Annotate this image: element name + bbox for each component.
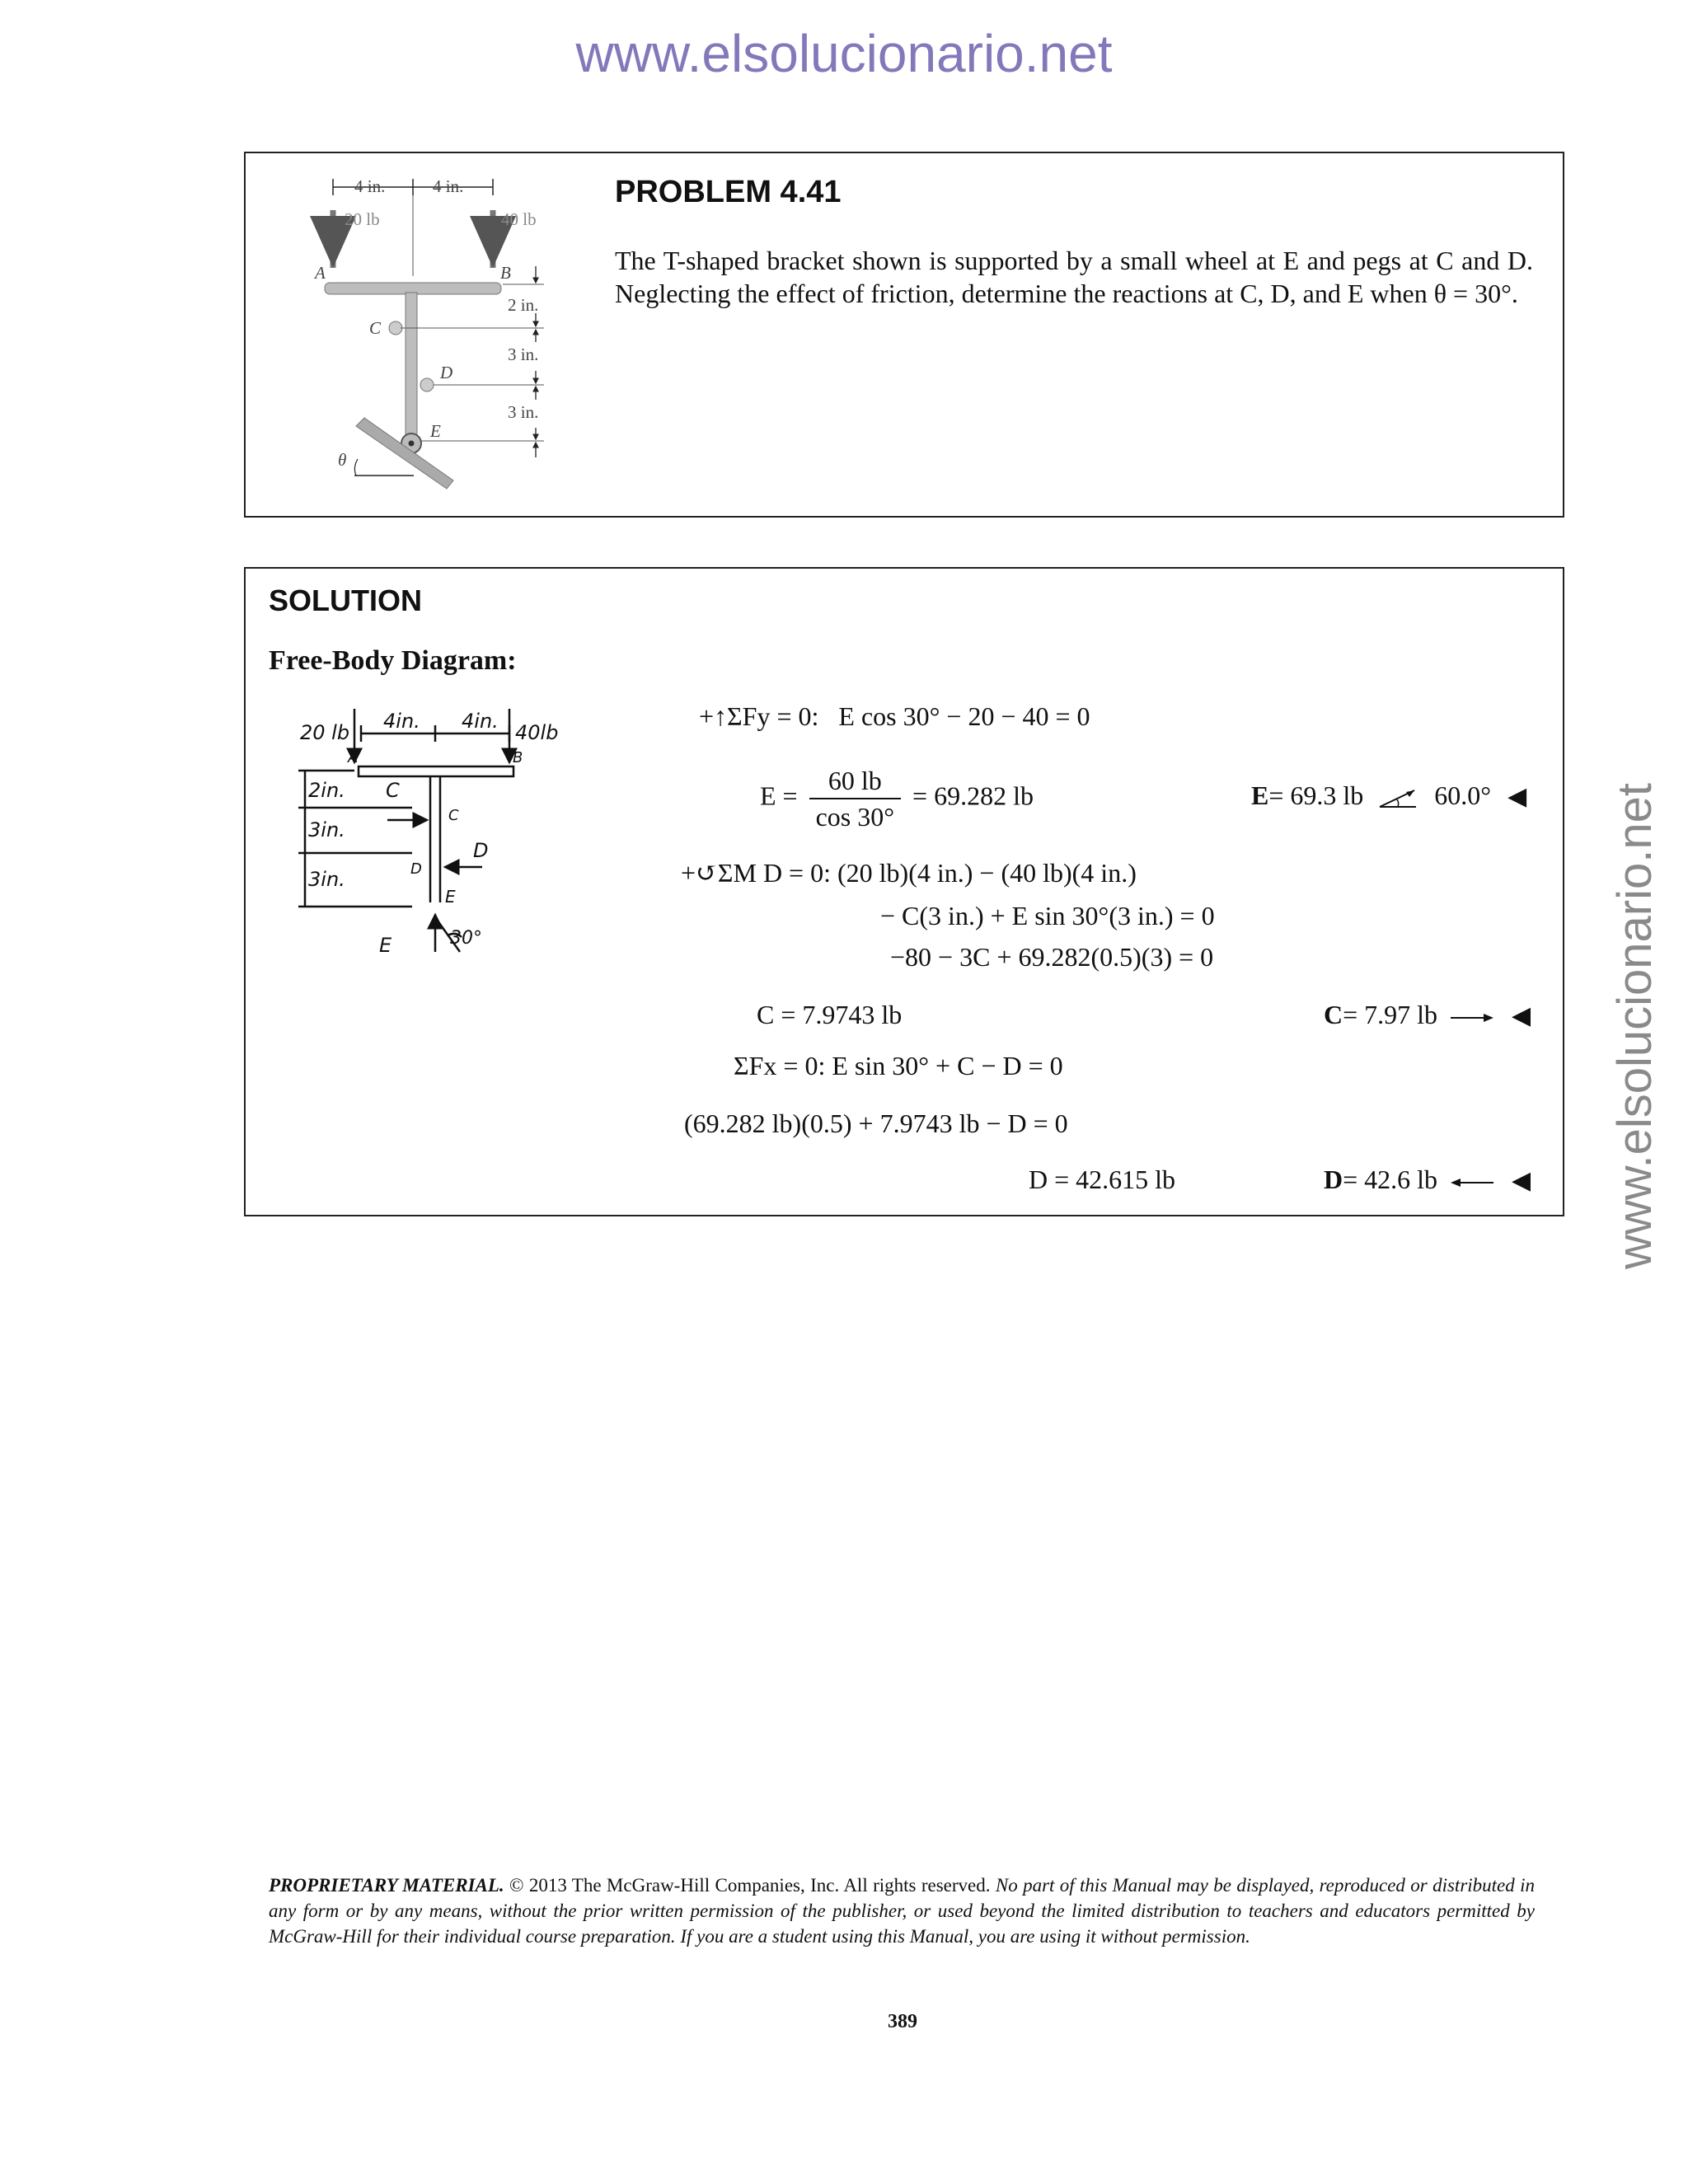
sketch-d: D <box>473 839 489 862</box>
fig-point-b: B <box>500 263 511 283</box>
fig-theta: θ <box>338 450 347 470</box>
eq-sum-fx: ΣFx = 0: E sin 30° + C − D = 0 <box>734 1051 1063 1080</box>
footer-lead: PROPRIETARY MATERIAL. <box>269 1875 504 1896</box>
watermark-side: www.elsolucionario.net <box>1608 783 1662 1269</box>
fig-dim-3in-b: 3 in. <box>508 402 539 422</box>
footer-notice <box>269 1872 1535 1949</box>
answer-marker-icon: ◀ <box>1507 783 1527 810</box>
answer-c-label: C <box>1324 1000 1343 1029</box>
arrow-left-icon <box>1449 1174 1495 1191</box>
solution-title: SOLUTION <box>269 583 422 617</box>
problem-figure <box>305 169 577 490</box>
fig-dim-2in: 2 in. <box>508 295 539 315</box>
eq-e-lhs: E = <box>760 780 798 811</box>
footer-copyright: © 2013 The McGraw-Hill Companies, Inc. All rights reserved. <box>509 1875 991 1896</box>
eq-d-solve: D = 42.615 lb <box>1029 1165 1176 1194</box>
fig-point-e: E <box>430 421 441 441</box>
fbd-title: Free-Body Diagram: <box>269 645 517 676</box>
free-body-sketch <box>288 705 577 968</box>
answer-e-value: = 69.3 lb <box>1268 780 1364 810</box>
sketch-3in-b: 3in. <box>308 868 345 891</box>
sketch-a: A <box>348 749 359 766</box>
sketch-c: C <box>448 807 459 824</box>
sketch-4in-b: 4in. <box>462 710 499 733</box>
answer-d-label: D <box>1324 1165 1343 1194</box>
answer-d <box>1324 1164 1531 1197</box>
sketch-2in: 2in. <box>308 779 345 802</box>
page-number: 389 <box>888 2011 917 2032</box>
angle-arrow-icon <box>1376 787 1421 810</box>
fig-point-a: A <box>315 263 326 283</box>
fig-point-d: D <box>440 363 453 382</box>
answer-e-angle: 60.0° <box>1434 780 1492 810</box>
fig-dim-3in-a: 3 in. <box>508 344 539 364</box>
eq-e-solve <box>760 765 1034 832</box>
fig-dim-4in-a: 4 in. <box>354 176 386 196</box>
sketch-40lb: 40lb <box>515 721 559 744</box>
fig-load-b: 40 lb <box>501 209 537 229</box>
eq-c-solve: C = 7.9743 lb <box>757 1000 903 1029</box>
eq-sum-fy-rhs: E cos 30° − 20 − 40 = 0 <box>838 701 1090 731</box>
fig-dim-4in-b: 4 in. <box>433 176 464 196</box>
eq-e-numerator: 60 lb <box>809 765 901 799</box>
sketch-c-upper: C <box>386 779 400 802</box>
eq-d-sub: (69.282 lb)(0.5) + 7.9743 lb − D = 0 <box>684 1108 1068 1138</box>
eq-e-fraction <box>809 765 901 832</box>
fig-point-c: C <box>369 318 382 338</box>
sketch-e-force: E <box>379 934 392 957</box>
sketch-20lb: 20 lb <box>300 721 350 744</box>
answer-c <box>1324 999 1531 1032</box>
sketch-3in-a: 3in. <box>308 818 345 841</box>
problem-title: PROBLEM 4.41 <box>615 175 842 209</box>
answer-c-value: = 7.97 lb <box>1343 1000 1438 1029</box>
eq-moment-d-3: −80 − 3C + 69.282(0.5)(3) = 0 <box>890 942 1214 972</box>
eq-e-denominator: cos 30° <box>815 802 895 832</box>
arrow-right-icon <box>1449 1010 1495 1026</box>
eq-moment-d-1: +↺ΣM D = 0: (20 lb)(4 in.) − (40 lb)(4 in.) <box>681 858 1137 888</box>
sketch-4in-a: 4in. <box>383 710 420 733</box>
eq-sum-fy <box>699 701 1090 732</box>
sketch-e: E <box>445 887 456 907</box>
sketch-b: B <box>513 749 523 766</box>
sketch-d-lower: D <box>410 860 422 878</box>
fig-load-a: 20 lb <box>345 209 380 229</box>
footer-disclaimer: No part of this Manual may be displayed, reproduced or distributed in any form or by any means, without the prior written permission of the publisher, or used beyond the limited distribution to teachers and educators permitted by McGraw-Hill for their individual course preparation. If you are a student using this Manual, you are using it without permission. <box>269 1875 1536 1947</box>
sketch-30deg: 30° <box>450 928 482 949</box>
answer-e-label: E <box>1251 780 1269 810</box>
answer-d-value: = 42.6 lb <box>1343 1165 1438 1194</box>
problem-statement: The T-shaped bracket shown is supported by a small wheel at E and pegs at C and D. Neglecting the effect of friction, determine the reactions at C, D, and E when θ = 30°. <box>615 246 1533 308</box>
answer-e <box>1251 780 1526 813</box>
eq-e-rhs: = 69.282 lb <box>912 780 1034 811</box>
eq-moment-d-2: − C(3 in.) + E sin 30°(3 in.) = 0 <box>880 901 1215 930</box>
answer-marker-icon: ◀ <box>1512 1167 1531 1194</box>
eq-sum-fy-lhs: +↑ΣFy = 0: <box>699 701 819 731</box>
answer-marker-icon: ◀ <box>1512 1002 1531 1029</box>
watermark-top: www.elsolucionario.net <box>575 24 1113 83</box>
